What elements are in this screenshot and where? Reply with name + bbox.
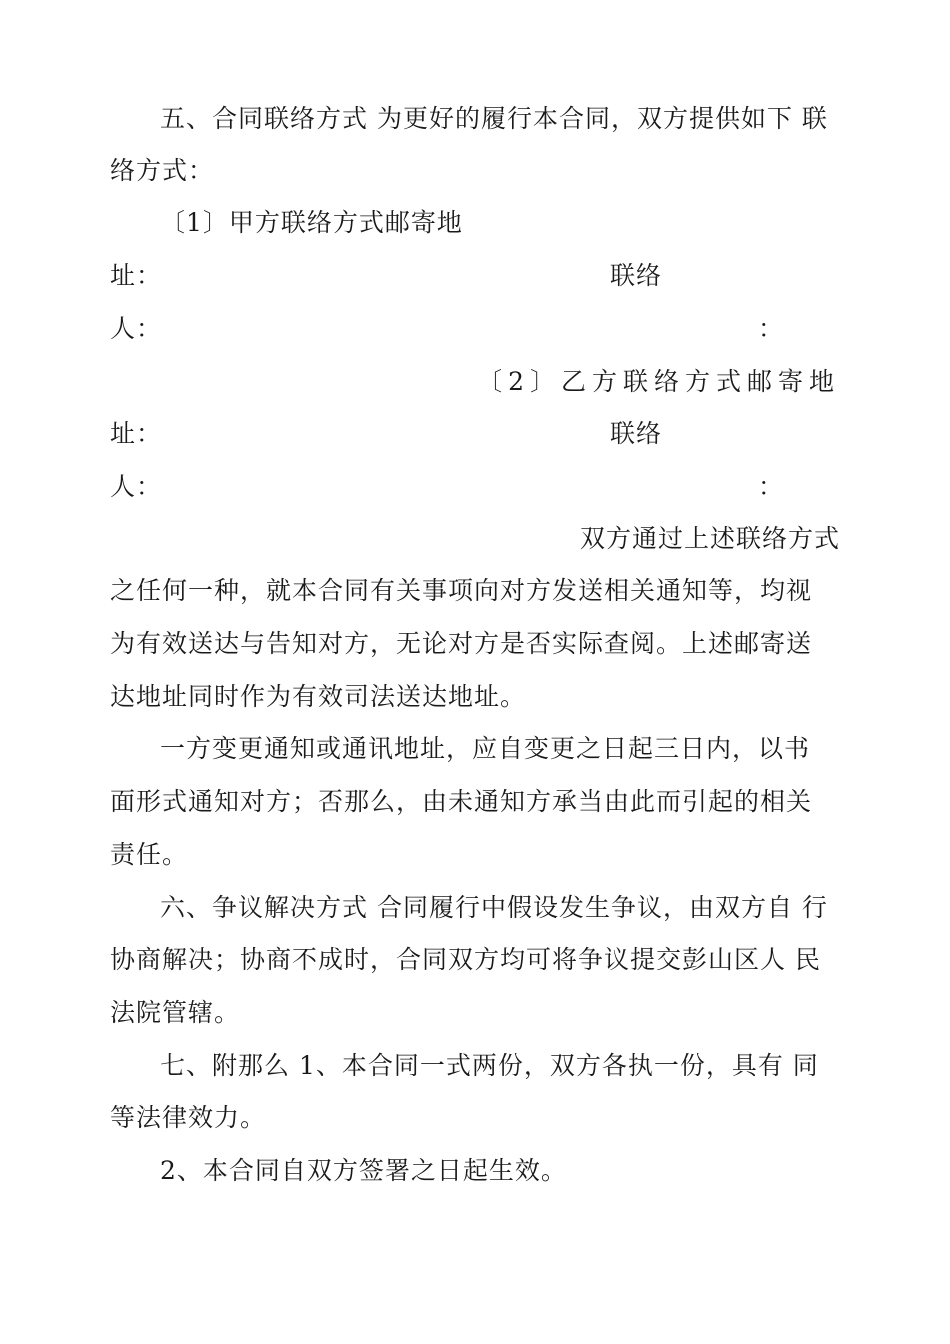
notice-line3: 为有效送达与告知对方，无论对方是否实际查阅。上述邮寄送 (110, 629, 813, 658)
section7-line3: 2、本合同自双方签署之日起生效。 (160, 1156, 567, 1185)
section6-line3: 法院管辖。 (110, 998, 241, 1027)
partyA-address-label: 址： (110, 261, 163, 290)
partyB-contact-label-part1: 联络 (610, 419, 663, 448)
partyB-contact-label-part2: 人： (110, 472, 163, 501)
notice-line2: 之任何一种，就本合同有关事项向对方发送相关通知等，均视 (110, 576, 813, 605)
change-line3: 责任。 (110, 840, 189, 869)
section5-line1: 五、合同联络方式 为更好的履行本合同，双方提供如下 联 (160, 104, 828, 133)
partyA-contact-label-part1: 联络 (610, 261, 663, 290)
partyB-heading: 〔2〕乙方联络方式邮寄地 (477, 367, 840, 396)
partyB-colon: ： (758, 472, 785, 501)
change-line2: 面形式通知对方；否那么，由未通知方承当由此而引起的相关 (110, 787, 813, 816)
change-line1: 一方变更通知或通讯地址，应自变更之日起三日内，以书 (160, 734, 811, 763)
notice-line4: 达地址同时作为有效司法送达地址。 (110, 682, 527, 711)
section7-line2: 等法律效力。 (110, 1103, 267, 1132)
partyA-heading: 〔1〕甲方联络方式邮寄地 (160, 208, 463, 237)
partyB-address-label: 址： (110, 419, 163, 448)
partyA-contact-label-part2: 人： (110, 314, 163, 343)
partyA-colon: ： (758, 314, 785, 343)
section6-line1: 六、争议解决方式 合同履行中假设发生争议，由双方自 行 (160, 893, 828, 922)
section7-line1: 七、附那么 1、本合同一式两份，双方各执一份，具有 同 (160, 1051, 819, 1080)
notice-line1: 双方通过上述联络方式 (579, 524, 840, 553)
section6-line2: 协商解决；协商不成时，合同双方均可将争议提交彭山区人 民 (110, 945, 821, 974)
section5-line2: 络方式： (110, 156, 215, 185)
